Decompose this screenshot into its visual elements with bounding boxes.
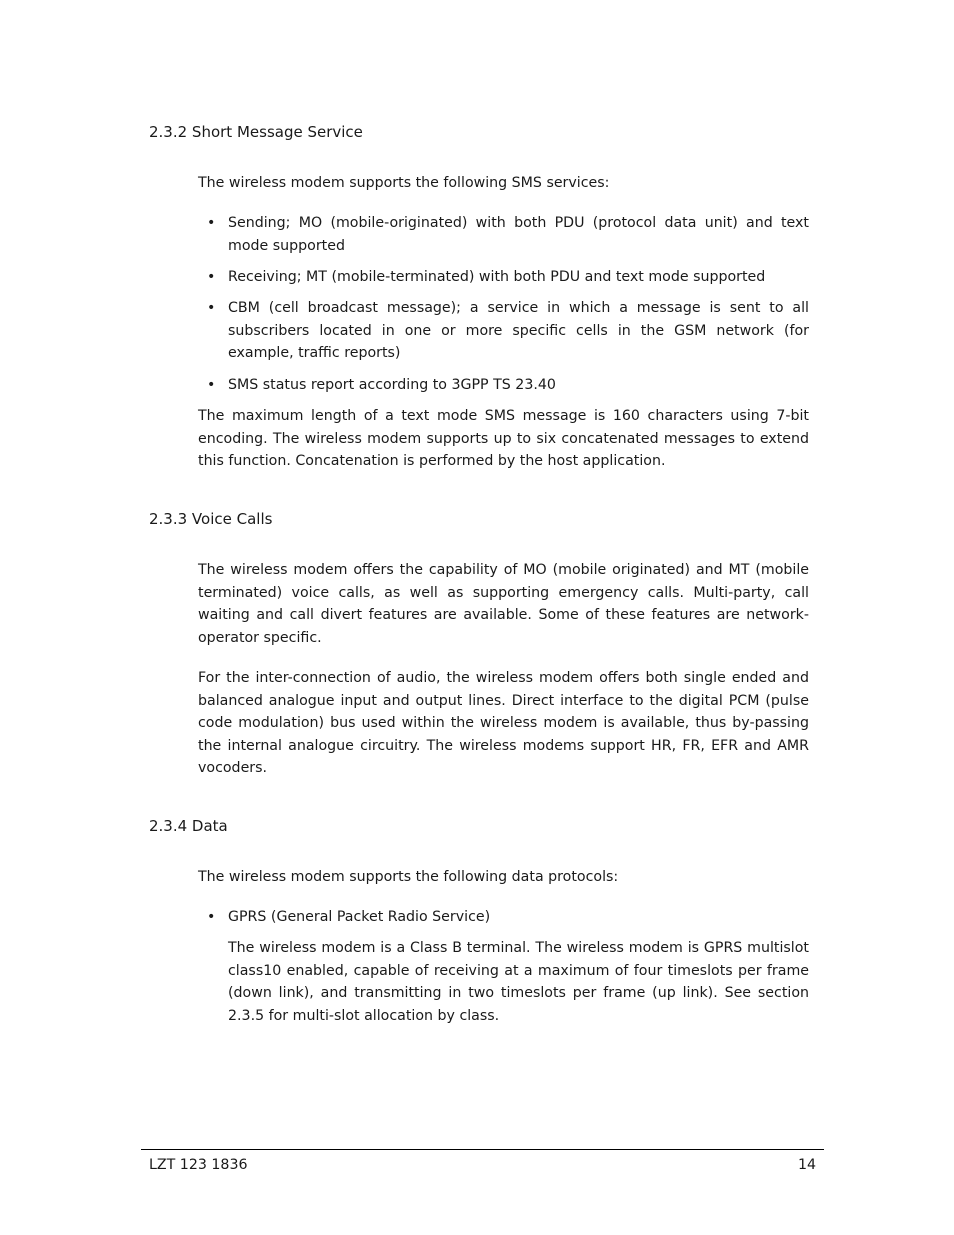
gprs-description-paragraph: The wireless modem is a Class B terminal. The wireless modem is GPRS multislot class10 enabled, capable of receiving at a maximum of four timeslots per frame (down link), and transmitting in two timeslots per frame (up link). See section 2.3.5 for multi-slot allocation by class. <box>228 940 809 1024</box>
sms-length-paragraph: The maximum length of a text mode SMS message is 160 characters using 7-bit encoding. The wireless modem supports up to six concatenated messages to extend this function. Concatenation is performed by the host application. <box>198 408 809 470</box>
list-item <box>207 374 809 397</box>
list-item <box>207 297 809 365</box>
audio-interconnection-paragraph: For the inter-connection of audio, the wireless modem offers both single ended and balanced analogue input and output lines. Direct interface to the digital PCM (pulse code modulation) bus used within the wireless modem is available, thus by-passing the internal analogue circuitry. The wireless modems support HR, FR, EFR and AMR vocoders. <box>198 670 809 777</box>
list-item-text: GPRS (General Packet Radio Service) <box>228 909 491 925</box>
bullet-icon: • <box>207 909 216 925</box>
bullet-icon: • <box>207 215 216 231</box>
sms-intro-paragraph: The wireless modem supports the following SMS services: <box>198 175 610 191</box>
list-item <box>207 906 809 929</box>
heading-voice-calls: 2.3.3 Voice Calls <box>149 510 273 528</box>
bullet-icon: • <box>207 377 216 393</box>
list-item <box>207 266 809 289</box>
footer-doc-number: LZT 123 1836 <box>149 1157 248 1173</box>
list-item-text: Receiving; MT (mobile-terminated) with both PDU and text mode supported <box>228 269 766 285</box>
list-item-text: CBM (cell broadcast message); a service in which a message is sent to all subscribers located in one or more specific cells in the GSM network (for example, traffic reports) <box>228 300 809 362</box>
footer-page-number: 14 <box>797 1157 816 1173</box>
heading-short-message-service: 2.3.2 Short Message Service <box>149 123 363 141</box>
list-item-text: SMS status report according to 3GPP TS 23.40 <box>228 377 556 393</box>
bullet-icon: • <box>207 269 216 285</box>
bullet-icon: • <box>207 300 216 316</box>
voice-capability-paragraph: The wireless modem offers the capability of MO (mobile originated) and MT (mobile terminated) voice calls, as well as supporting emergency calls. Multi-party, call waiting and call divert features are available. Some of these features are network-operator specific. <box>198 562 809 646</box>
heading-data: 2.3.4 Data <box>149 817 228 835</box>
list-item <box>207 212 809 257</box>
data-intro-paragraph: The wireless modem supports the following data protocols: <box>198 869 619 885</box>
list-item-text: Sending; MO (mobile-originated) with both PDU (protocol data unit) and text mode supported <box>228 215 809 254</box>
footer-divider <box>141 1149 824 1150</box>
